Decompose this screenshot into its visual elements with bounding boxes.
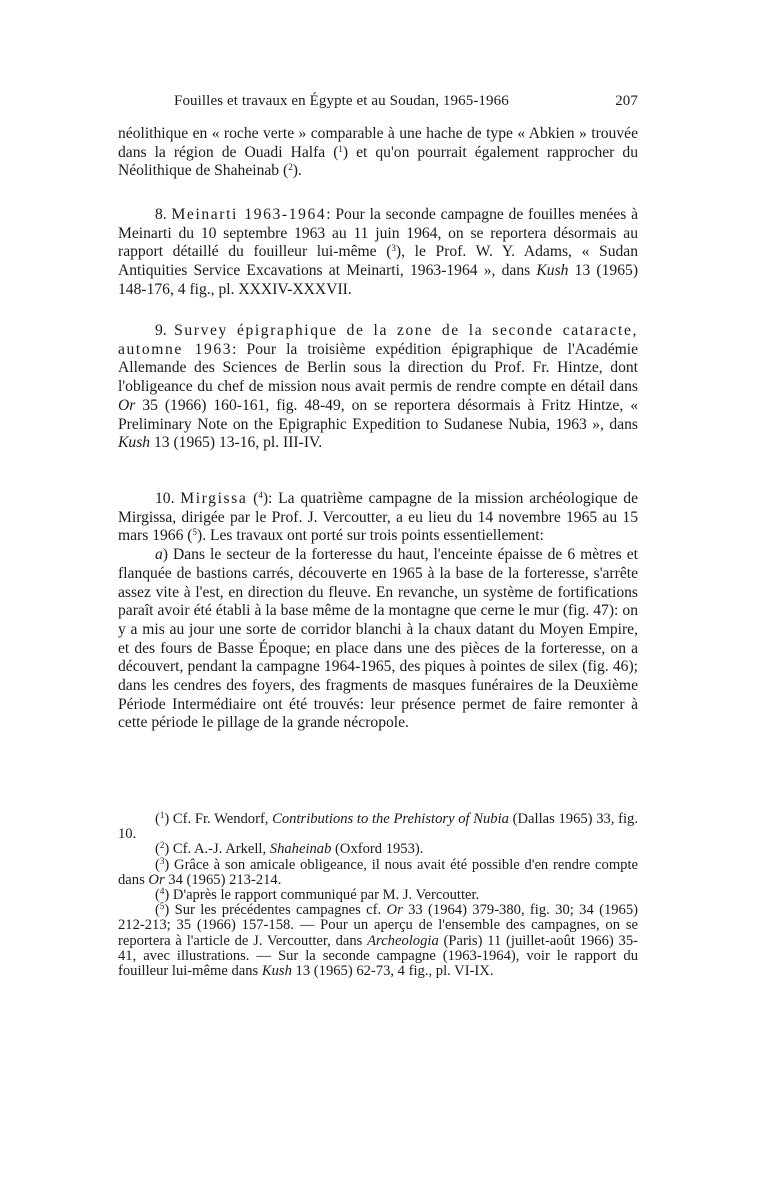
- section-number: 8.: [155, 206, 167, 223]
- footnote-2: ($^2$) Cf. A.-J. Arkell, Shaheinab (Oxford 1953).: [155, 840, 424, 858]
- footnote-ref: 1: [338, 143, 343, 154]
- footnote-1: ($^1$) Cf. Fr. Wendorf, Contributions to the Prehistory of Nubia (Dallas 1965) 33, fig. 10.: [118, 810, 638, 843]
- item-letter: a: [155, 546, 163, 564]
- section-heading: Survey épigraphique de la zone de la seconde cataracte, automne 1963: [118, 322, 639, 358]
- section-heading: Meinarti 1963-1964: [171, 206, 327, 223]
- running-title: Fouilles et travaux en Égypte et au Soudan, 1965-1966: [174, 93, 509, 109]
- footnote-ref: 3: [391, 243, 396, 254]
- footnote-4: ($^4$) D'après le rapport communiqué par M. J. Vercoutter.: [155, 886, 480, 904]
- footnote-ref: 5: [192, 527, 197, 538]
- section-number: 10.: [155, 490, 175, 507]
- paragraph-continued: néolithique en « roche verte » comparable à une hache de type « Abkien » trouvée dans la région de Ouadi Halfa ($^1$) et qu'on pourrait également rapprocher du Néolithique de Shaheinab ($^2$).: [118, 125, 638, 180]
- section-number: 9.: [155, 322, 167, 339]
- subparagraph-a: a) Dans le secteur de la forteresse du haut, l'enceinte épaisse de 6 mètres et flanquée de bastions carrés, découverte en 1965 à la base de la forteresse, s'arrête assez vite à l'est, en direction du fleuve. En revanche, un système de fortifications paraît avoir été établi à la base même de la montagne que cerne le mur (fig. 47): on y a mis au jour une sorte de corridor blanchi à la chaux datant du Moyen Empire, et des fours de Basse Époque; en place dans une des pièces de la forteresse, on a découvert, pendant la campagne 1964-1965, des piques à pointes de silex (fig. 46); dans les cendres des foyers, des fragments de masques funéraires de la Deuxième Période Intermédiaire ont été trouvés: leur présence permet de faire remonter à cette période le pillage de la grande nécropole.: [118, 546, 638, 732]
- section-10-mirgissa: 10. Mirgissa ($^4$): La quatrième campagne de la mission archéologique de Mirgissa, dirigée par le Prof. J. Vercoutter, a eu lieu du 14 novembre 1965 au 15 mars 1966 ($^5$). Les travaux ont porté sur trois points essentiellement: a) Dans le secteur de la forteresse du haut, l'enceinte épaisse de 6 mètres et flanquée de bastions carrés, découverte en 1965 à la base de la forteresse, s'arrête assez vite à l'est, en direction du fleuve. En revanche, un système de fortifications paraît avoir été établi à la base même de la montagne que cerne le mur (fig. 47): on y a mis au jour une sorte de corridor blanchi à la chaux datant du Moyen Empire, et des fours de Basse Époque; en place dans une des pièces de la forteresse, on a découvert, pendant la campagne 1964-1965, des piques à pointes de silex (fig. 46); dans les cendres des foyers, des fragments de masques funéraires de la Deuxième Période Intermédiaire ont été trouvés: leur présence permet de faire remonter à cette période le pillage de la grande nécropole.: [118, 490, 639, 732]
- section-8-meinarti: 8. Meinarti 1963-1964: Pour la seconde campagne de fouilles menées à Meinarti du 10 septembre 1963 au 11 juin 1964, on se reportera désormais au rapport détaillé du fouilleur lui-même ($^3$), le Prof. W. Y. Adams, « Sudan Antiquities Service Excavations at Meinarti, 1963-1964 », dans Kush 13 (1965) 148-176, 4 fig., pl. XXXIV-XXXVII.: [118, 206, 639, 298]
- journal-title: Kush: [118, 434, 151, 452]
- section-9-survey: 9. Survey épigraphique de la zone de la seconde cataracte, automne 1963: Pour la troisième expédition épigraphique de l'Académie Allemande des Sciences de Berlin sous la direction du Prof. Fr. Hintze, dont l'obligeance du chef de mission nous avait permis de rendre compte en détail dans Or 35 (1966) 160-161, fig. 48-49, on se reportera désormais à Fritz Hintze, « Preliminary Note on the Epigraphic Expedition to Sudanese Nubia, 1963 », dans Kush 13 (1965) 13-16, pl. III-IV.: [118, 322, 639, 452]
- footnote-ref: 2: [288, 162, 293, 173]
- footnote-ref: 4: [258, 490, 263, 500]
- section-heading: Mirgissa: [180, 490, 248, 507]
- running-header: [174, 93, 638, 113]
- page-number: 207: [615, 93, 638, 109]
- footnote-3: ($^3$) Grâce à son amicale obligeance, il nous avait été possible d'en rendre compte dans Or 34 (1965) 213-214.: [118, 855, 638, 888]
- journal-title: Or: [118, 396, 136, 414]
- journal-title: Kush: [536, 262, 569, 280]
- footnote-5: ($^5$) Sur les précédentes campagnes cf. Or 33 (1964) 379-380, fig. 30; 34 (1965) 212-213; 35 (1966) 157-158. — Pour un aperçu de l'ensemble des campagnes, on se reportera à l'article de J. Vercoutter, dans Archeologia (Paris) 11 (juillet-août 1966) 35-41, avec illustrations. — Sur la seconde campagne (1963-1964), voir le rapport du fouilleur lui-même dans Kush 13 (1965) 62-73, 4 fig., pl. VI-IX.: [118, 901, 638, 980]
- footnotes: [118, 812, 638, 979]
